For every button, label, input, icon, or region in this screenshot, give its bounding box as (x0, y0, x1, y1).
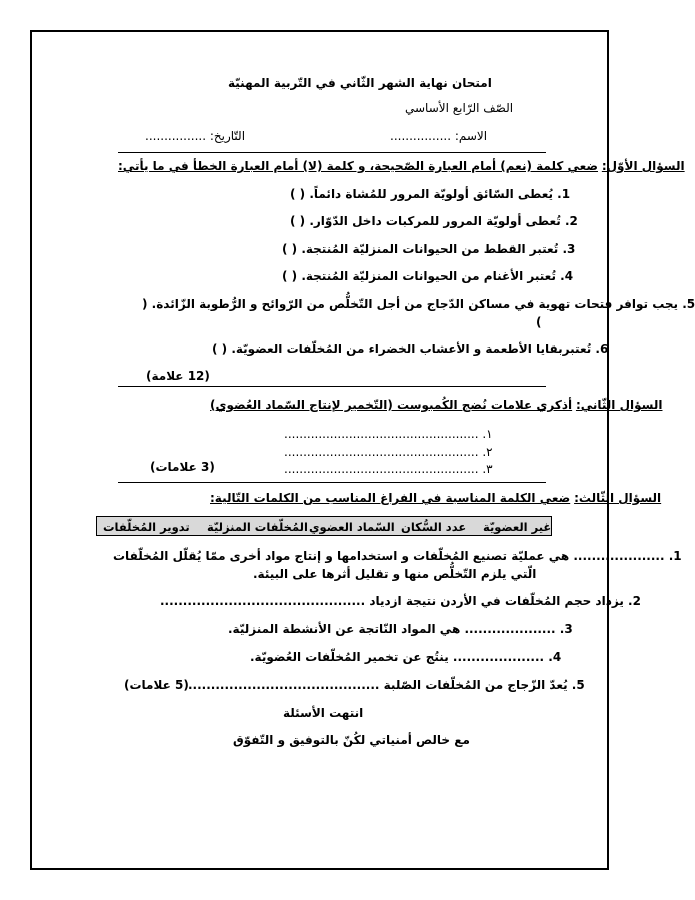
q1-instruction: ضعي كلمة (نعم) أمام العبارة الصّحيحة، و كلمة (لا) أمام العبارة الخطأ في ما يأتي: (118, 159, 599, 173)
q1-item: 6. تُعتبربقايا الأطعمة و الأعشاب الخضراء من المُخلّفات العضويّة. ( ) (212, 342, 609, 356)
word-bank-item: تدوير المُخلّفات (103, 520, 190, 534)
word-bank-item: المُخلّفات المنزليّة (207, 520, 308, 534)
q3-item: 4. .................... ينتُج عن تخمير المُخلّفات العُضويّة. (250, 650, 562, 664)
q3-item: 5. يُعدّ الزّجاج من المُخلّفات الصّلبة .......................................... (188, 678, 585, 692)
q2-answer-line: ١. ................................................... (284, 427, 493, 441)
q1-item: 2. تُعطى أولويّة المرور للمركبات داخل الدّوّار. ( ) (290, 214, 578, 228)
q2-heading: السؤال الثّاني: (575, 398, 663, 412)
divider (118, 386, 546, 387)
q3-item: 1. .................... هي عمليّة تصنيع المُخلّفات و استخدامها و إنتاج مواد أخرى ممّا يُقلّل المُخلّفات (113, 549, 682, 563)
end-of-questions: انتهت الأسئلة (283, 706, 364, 720)
q2-header (210, 397, 662, 413)
word-bank-item: السّماد العضوي (309, 520, 395, 534)
q1-header (118, 158, 685, 174)
name-field: الاسم: ................ (390, 129, 488, 143)
q1-marks: (12 علامة) (146, 369, 210, 383)
q2-answer-line: ٣. ................................................... (284, 462, 493, 476)
q2-instruction: أذكري علامات نُضج الكُمبوست (التّخمير لإنتاج السّماد العُضوي) (210, 398, 573, 412)
closing-wish: مع خالص أمنياتي لكُنّ بالتوفيق و التّفوّق (233, 733, 470, 747)
q1-item: 1. يُعطى السّائق أولويّة المرور للمُشاة دائماً. ( ) (290, 187, 571, 201)
grade-label: الصّف الرّابع الأساسي (405, 101, 514, 115)
date-field: التّاريخ: ................ (145, 129, 246, 143)
q1-item: 4. تُعتبر الأغنام من الحيوانات المنزليّة المُنتجة. ( ) (282, 269, 574, 283)
word-bank-item: غير العضويّة (483, 520, 552, 534)
q3-item: 3. .................... هي المواد النّاتجة عن الأنشطة المنزليّة. (228, 622, 573, 636)
q1-heading: السؤال الأوّل: (601, 159, 685, 173)
q1-item: 5. يجب توافر فتحات تهوية في مساكن الدّجاج من أجل التّخلُّص من الرّوائح و الرُّطوبة الزّائدة. ( (142, 297, 695, 311)
word-bank-item: عدد السُّكان (401, 520, 467, 534)
q1-item: 3. تُعتبر القطط من الحيوانات المنزليّة المُنتجة. ( ) (282, 242, 576, 256)
q1-item-cont: ) (536, 315, 542, 329)
q2-answer-line: ٢. ................................................... (284, 445, 493, 459)
q3-item: 2. يزداد حجم المُخلّفات في الأردن نتيجة ازدياد ............................................. (160, 594, 641, 608)
exam-title: امتحان نهاية الشهر الثّاني في التّربية المهنيّة (228, 76, 492, 90)
q3-item-cont: الّتي يلزم التّخلُّص منها و تقليل أثرها على البيئة. (253, 567, 537, 581)
q3-heading: السؤال الثّالث: (574, 491, 662, 505)
q3-instruction: ضعي الكلمة المناسبة في الفراغ المناسب من الكلمات التّالية: (210, 491, 571, 505)
q3-marks: (5 علامات) (124, 678, 189, 692)
divider (118, 152, 546, 153)
word-bank (96, 516, 552, 536)
q3-header (210, 490, 661, 506)
divider (118, 482, 546, 483)
q2-marks: (3 علامات) (150, 460, 215, 474)
